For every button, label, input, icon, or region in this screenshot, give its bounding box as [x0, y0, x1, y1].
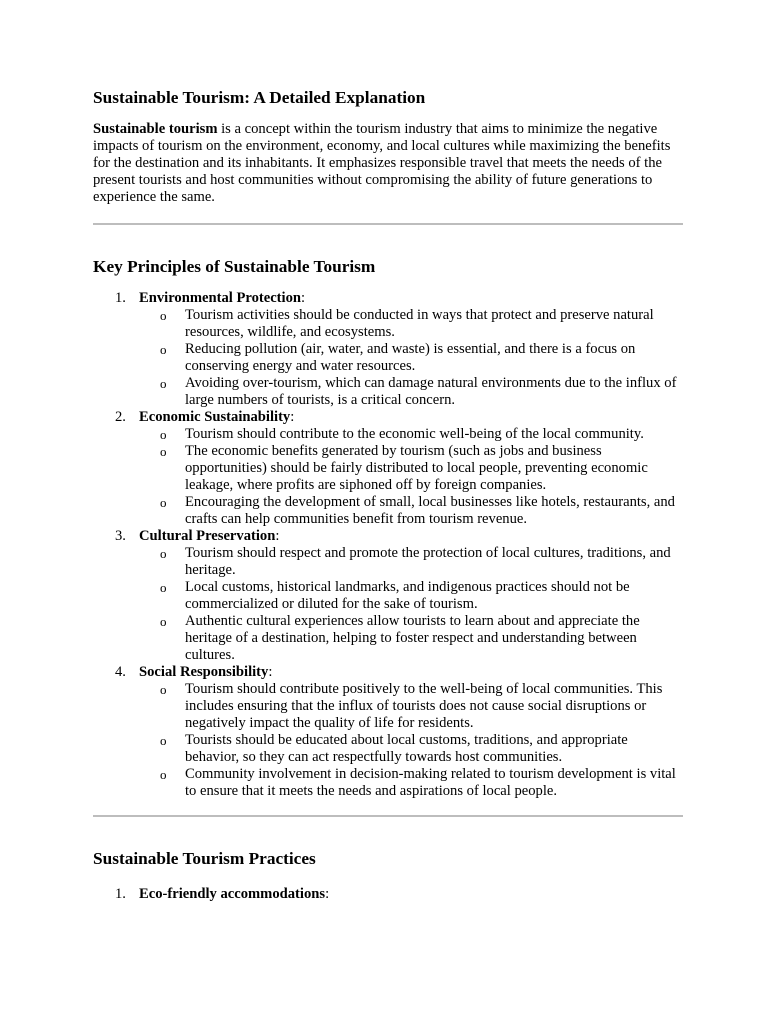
bullet-text: Tourists should be educated about local customs, traditions, and appropriate behavior, so they can act respectfully towards host communities. — [185, 732, 628, 765]
bullet-text: Local customs, historical landmarks, and indigenous practices should not be commercialized or diluted for the sake of tourism. — [185, 579, 630, 612]
principle-title: Social Responsibility — [139, 664, 269, 680]
title-colon: : — [325, 886, 330, 902]
bullet-text: Tourism activities should be conducted in ways that protect and preserve natural resources, wildlife, and ecosystems. — [185, 307, 654, 340]
principles-list — [93, 290, 683, 800]
list-item — [139, 341, 683, 375]
list-number: 3. — [115, 528, 126, 544]
bullet-marker: o — [160, 767, 167, 782]
list-item — [139, 307, 683, 341]
bullet-marker: o — [160, 308, 167, 323]
principle-item — [93, 409, 683, 528]
bullet-text: Reducing pollution (air, water, and waste) is essential, and there is a focus on conserving energy and water resources. — [185, 341, 636, 374]
bullet-text: Tourism should contribute positively to the well-being of local communities. This includes ensuring that the influx of tourists does not cause social disruptions or negatively impact the quality of life for residents. — [185, 681, 663, 731]
bullet-marker: o — [160, 495, 167, 510]
list-item — [139, 426, 683, 443]
intro-paragraph — [93, 121, 683, 206]
practices-list — [93, 886, 683, 903]
list-item — [139, 732, 683, 766]
principle-item — [93, 290, 683, 409]
divider — [93, 223, 683, 225]
bullet-text: Encouraging the development of small, local businesses like hotels, restaurants, and crafts can help communities benefit from tourism revenue. — [185, 494, 675, 527]
section-title-practices: Sustainable Tourism Practices — [93, 849, 316, 868]
bullet-text: Tourism should respect and promote the protection of local cultures, traditions, and heritage. — [185, 545, 671, 578]
bullet-marker: o — [160, 682, 167, 697]
principle-title: Economic Sustainability — [139, 409, 291, 425]
bullet-marker: o — [160, 546, 167, 561]
practice-title: Eco-friendly accommodations — [139, 886, 326, 902]
title-colon: : — [275, 528, 280, 544]
list-number: 1. — [115, 886, 126, 902]
practice-item — [93, 886, 683, 903]
bullet-list — [139, 545, 683, 664]
list-item — [139, 545, 683, 579]
bullet-text: Tourism should contribute to the economic well-being of the local community. — [185, 426, 644, 442]
document-content — [93, 87, 683, 903]
intro-text: is a concept within the tourism industry that aims to minimize the negative impacts of tourism on the environment, economy, and local cultures while maximizing the benefits for the destination and its inhabitants. It emphasizes responsible travel that meets the needs of the present tourists and host communities without compromising the ability of future generations to experience the same. — [93, 121, 671, 205]
bullet-marker: o — [160, 580, 167, 595]
bullet-text: The economic benefits generated by tourism (such as jobs and business opportunities) should be fairly distributed to local people, preventing economic leakage, where profits are siphoned off by foreign companies. — [185, 443, 648, 493]
list-number: 2. — [115, 409, 126, 425]
bullet-marker: o — [160, 427, 167, 442]
title-colon: : — [290, 409, 295, 425]
bullet-list — [139, 426, 683, 528]
intro-bold-term: Sustainable tourism — [93, 121, 218, 137]
bullet-text: Community involvement in decision-making related to tourism development is vital to ensure that it meets the needs and aspirations of local people. — [185, 766, 676, 799]
section-title-sustainable-tourism: Sustainable Tourism: A Detailed Explanation — [93, 88, 426, 107]
principle-item — [93, 664, 683, 800]
list-item — [139, 681, 683, 732]
list-number: 1. — [115, 290, 126, 306]
title-colon: : — [301, 290, 306, 306]
principle-title: Cultural Preservation — [139, 528, 276, 544]
title-colon: : — [268, 664, 273, 680]
bullet-list — [139, 681, 683, 800]
bullet-text: Authentic cultural experiences allow tourists to learn about and appreciate the heritage of a destination, helping to foster respect and understanding between cultures. — [185, 613, 640, 663]
list-item — [139, 494, 683, 528]
list-number: 4. — [115, 664, 126, 680]
section-title-key-principles: Key Principles of Sustainable Tourism — [93, 257, 376, 276]
list-item — [139, 766, 683, 800]
principle-title: Environmental Protection — [139, 290, 302, 306]
bullet-list — [139, 307, 683, 409]
bullet-marker: o — [160, 444, 167, 459]
bullet-marker: o — [160, 614, 167, 629]
bullet-marker: o — [160, 342, 167, 357]
list-item — [139, 375, 683, 409]
list-item — [139, 443, 683, 494]
bullet-text: Avoiding over-tourism, which can damage natural environments due to the influx of large numbers of tourists, is a critical concern. — [185, 375, 677, 408]
divider — [93, 815, 683, 817]
list-item — [139, 613, 683, 664]
bullet-marker: o — [160, 733, 167, 748]
principle-item — [93, 528, 683, 664]
list-item — [139, 579, 683, 613]
bullet-marker: o — [160, 376, 167, 391]
